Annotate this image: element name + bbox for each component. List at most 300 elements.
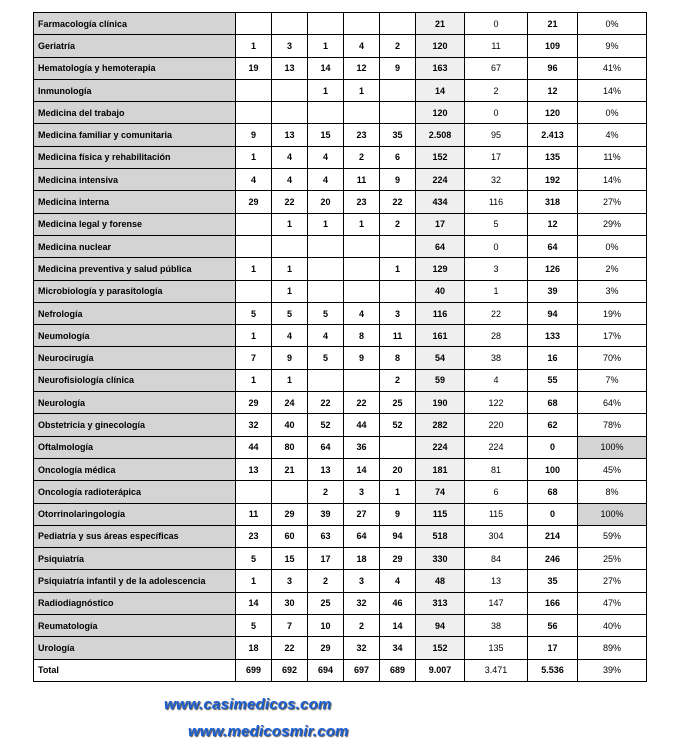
year-count: 692 xyxy=(272,659,308,681)
year-count: 94 xyxy=(380,525,416,547)
table-row xyxy=(34,235,647,257)
year-count: 5 xyxy=(308,302,344,324)
desert-count: 22 xyxy=(465,302,528,324)
total-places: 152 xyxy=(416,146,465,168)
table-row xyxy=(34,146,647,168)
percentage: 41% xyxy=(578,57,647,79)
casimedicos-link[interactable]: www.casimedicos.com xyxy=(164,696,332,713)
other-count: 120 xyxy=(528,102,578,124)
year-count: 1 xyxy=(236,325,272,347)
year-count: 35 xyxy=(380,124,416,146)
year-count: 46 xyxy=(380,592,416,614)
percentage: 11% xyxy=(578,146,647,168)
total-places: 17 xyxy=(416,213,465,235)
desert-count: 135 xyxy=(465,637,528,659)
year-count: 1 xyxy=(344,79,380,101)
specialty-name: Oftalmología xyxy=(34,436,236,458)
year-count xyxy=(344,235,380,257)
table-row xyxy=(34,414,647,436)
other-count: 0 xyxy=(528,436,578,458)
year-count: 29 xyxy=(236,191,272,213)
total-places: 54 xyxy=(416,347,465,369)
year-count: 14 xyxy=(308,57,344,79)
table-row xyxy=(34,637,647,659)
year-count: 15 xyxy=(308,124,344,146)
year-count: 32 xyxy=(236,414,272,436)
other-count: 21 xyxy=(528,13,578,35)
other-count: 17 xyxy=(528,637,578,659)
other-count: 94 xyxy=(528,302,578,324)
year-count: 9 xyxy=(380,169,416,191)
specialty-name: Medicina intensiva xyxy=(34,169,236,191)
specialty-name: Medicina familiar y comunitaria xyxy=(34,124,236,146)
other-count: 39 xyxy=(528,280,578,302)
year-count: 11 xyxy=(236,503,272,525)
year-count: 14 xyxy=(380,615,416,637)
year-count: 11 xyxy=(344,169,380,191)
year-count: 23 xyxy=(344,191,380,213)
table-row xyxy=(34,347,647,369)
total-places: 518 xyxy=(416,525,465,547)
percentage: 29% xyxy=(578,213,647,235)
table-row xyxy=(34,258,647,280)
year-count: 1 xyxy=(380,258,416,280)
specialty-name: Obstetricia y ginecología xyxy=(34,414,236,436)
total-places: 9.007 xyxy=(416,659,465,681)
total-places: 190 xyxy=(416,392,465,414)
desert-count: 81 xyxy=(465,458,528,480)
percentage: 7% xyxy=(578,369,647,391)
table-row xyxy=(34,592,647,614)
year-count: 699 xyxy=(236,659,272,681)
year-count xyxy=(236,235,272,257)
specialty-name: Neurocirugía xyxy=(34,347,236,369)
year-count: 5 xyxy=(272,302,308,324)
specialty-name: Otorrinolaringología xyxy=(34,503,236,525)
specialty-name: Radiodiagnóstico xyxy=(34,592,236,614)
table-row xyxy=(34,57,647,79)
specialty-name: Farmacología clínica xyxy=(34,13,236,35)
year-count: 19 xyxy=(236,57,272,79)
table-row xyxy=(34,570,647,592)
specialty-name: Medicina interna xyxy=(34,191,236,213)
year-count: 4 xyxy=(308,169,344,191)
total-places: 224 xyxy=(416,436,465,458)
specialty-name: Neurofisiología clínica xyxy=(34,369,236,391)
year-count: 22 xyxy=(272,637,308,659)
specialty-name: Pediatría y sus áreas específicas xyxy=(34,525,236,547)
table-row xyxy=(34,615,647,637)
year-count xyxy=(272,13,308,35)
year-count: 22 xyxy=(308,392,344,414)
year-count xyxy=(344,280,380,302)
year-count: 1 xyxy=(272,280,308,302)
total-places: 161 xyxy=(416,325,465,347)
year-count: 3 xyxy=(344,481,380,503)
year-count xyxy=(308,258,344,280)
year-count: 6 xyxy=(380,146,416,168)
desert-count: 17 xyxy=(465,146,528,168)
year-count: 22 xyxy=(344,392,380,414)
desert-count: 11 xyxy=(465,35,528,57)
desert-count: 5 xyxy=(465,213,528,235)
year-count: 13 xyxy=(272,57,308,79)
year-count: 5 xyxy=(236,302,272,324)
year-count xyxy=(308,102,344,124)
medicosmir-link[interactable]: www.medicosmir.com xyxy=(188,723,349,740)
table-row xyxy=(34,392,647,414)
desert-count: 13 xyxy=(465,570,528,592)
table-row xyxy=(34,458,647,480)
desert-count: 28 xyxy=(465,325,528,347)
desert-count: 38 xyxy=(465,615,528,637)
year-count xyxy=(236,102,272,124)
desert-count: 122 xyxy=(465,392,528,414)
total-places: 181 xyxy=(416,458,465,480)
percentage: 9% xyxy=(578,35,647,57)
year-count xyxy=(344,13,380,35)
year-count: 60 xyxy=(272,525,308,547)
total-places: 74 xyxy=(416,481,465,503)
year-count: 14 xyxy=(236,592,272,614)
year-count xyxy=(380,235,416,257)
desert-count: 224 xyxy=(465,436,528,458)
year-count: 20 xyxy=(308,191,344,213)
year-count: 5 xyxy=(236,548,272,570)
specialties-table xyxy=(33,12,647,682)
specialty-name: Microbiología y parasitología xyxy=(34,280,236,302)
year-count: 4 xyxy=(272,169,308,191)
total-places: 163 xyxy=(416,57,465,79)
table-row xyxy=(34,503,647,525)
year-count: 7 xyxy=(236,347,272,369)
year-count: 22 xyxy=(272,191,308,213)
year-count xyxy=(380,436,416,458)
other-count: 16 xyxy=(528,347,578,369)
other-count: 0 xyxy=(528,503,578,525)
other-count: 192 xyxy=(528,169,578,191)
other-count: 246 xyxy=(528,548,578,570)
table-row xyxy=(34,35,647,57)
table-row xyxy=(34,280,647,302)
year-count: 2 xyxy=(344,146,380,168)
year-count: 12 xyxy=(344,57,380,79)
desert-count: 3 xyxy=(465,258,528,280)
year-count: 9 xyxy=(380,503,416,525)
other-count: 109 xyxy=(528,35,578,57)
percentage: 8% xyxy=(578,481,647,503)
year-count: 5 xyxy=(308,347,344,369)
total-places: 14 xyxy=(416,79,465,101)
year-count: 13 xyxy=(236,458,272,480)
specialty-name: Medicina legal y forense xyxy=(34,213,236,235)
year-count: 27 xyxy=(344,503,380,525)
year-count: 1 xyxy=(236,35,272,57)
year-count: 25 xyxy=(308,592,344,614)
year-count: 34 xyxy=(380,637,416,659)
year-count: 32 xyxy=(344,637,380,659)
year-count xyxy=(272,79,308,101)
other-count: 55 xyxy=(528,369,578,391)
other-count: 56 xyxy=(528,615,578,637)
table-row xyxy=(34,481,647,503)
year-count: 10 xyxy=(308,615,344,637)
year-count: 3 xyxy=(344,570,380,592)
year-count: 32 xyxy=(344,592,380,614)
year-count: 4 xyxy=(308,325,344,347)
percentage: 14% xyxy=(578,169,647,191)
year-count: 2 xyxy=(380,213,416,235)
year-count: 14 xyxy=(344,458,380,480)
other-count: 126 xyxy=(528,258,578,280)
desert-count: 4 xyxy=(465,369,528,391)
total-places: 120 xyxy=(416,35,465,57)
total-places: 115 xyxy=(416,503,465,525)
percentage: 100% xyxy=(578,503,647,525)
year-count: 44 xyxy=(236,436,272,458)
table-row xyxy=(34,436,647,458)
percentage: 2% xyxy=(578,258,647,280)
desert-count: 6 xyxy=(465,481,528,503)
percentage: 78% xyxy=(578,414,647,436)
year-count xyxy=(344,369,380,391)
year-count: 24 xyxy=(272,392,308,414)
desert-count: 1 xyxy=(465,280,528,302)
year-count: 4 xyxy=(344,35,380,57)
other-count: 62 xyxy=(528,414,578,436)
total-places: 434 xyxy=(416,191,465,213)
year-count: 11 xyxy=(380,325,416,347)
year-count: 4 xyxy=(380,570,416,592)
year-count: 2 xyxy=(308,481,344,503)
total-places: 282 xyxy=(416,414,465,436)
percentage: 27% xyxy=(578,570,647,592)
table-row xyxy=(34,213,647,235)
percentage: 25% xyxy=(578,548,647,570)
year-count: 30 xyxy=(272,592,308,614)
percentage: 40% xyxy=(578,615,647,637)
specialty-name: Neumología xyxy=(34,325,236,347)
table-row xyxy=(34,102,647,124)
year-count: 15 xyxy=(272,548,308,570)
year-count xyxy=(236,13,272,35)
desert-count: 84 xyxy=(465,548,528,570)
total-places: 120 xyxy=(416,102,465,124)
specialty-name: Medicina del trabajo xyxy=(34,102,236,124)
year-count xyxy=(308,13,344,35)
year-count xyxy=(380,280,416,302)
year-count: 694 xyxy=(308,659,344,681)
year-count xyxy=(236,213,272,235)
total-places: 59 xyxy=(416,369,465,391)
other-count: 214 xyxy=(528,525,578,547)
year-count: 9 xyxy=(272,347,308,369)
year-count xyxy=(236,481,272,503)
year-count: 1 xyxy=(308,79,344,101)
year-count: 64 xyxy=(308,436,344,458)
year-count: 2 xyxy=(380,35,416,57)
year-count: 8 xyxy=(380,347,416,369)
percentage: 47% xyxy=(578,592,647,614)
total-places: 21 xyxy=(416,13,465,35)
other-count: 12 xyxy=(528,213,578,235)
desert-count: 2 xyxy=(465,79,528,101)
specialty-name: Psiquiatría xyxy=(34,548,236,570)
year-count: 2 xyxy=(380,369,416,391)
other-count: 12 xyxy=(528,79,578,101)
year-count: 13 xyxy=(308,458,344,480)
total-places: 313 xyxy=(416,592,465,614)
percentage: 17% xyxy=(578,325,647,347)
other-count: 318 xyxy=(528,191,578,213)
total-places: 94 xyxy=(416,615,465,637)
year-count xyxy=(236,79,272,101)
year-count: 25 xyxy=(380,392,416,414)
other-count: 2.413 xyxy=(528,124,578,146)
total-places: 40 xyxy=(416,280,465,302)
percentage: 19% xyxy=(578,302,647,324)
desert-count: 0 xyxy=(465,102,528,124)
desert-count: 67 xyxy=(465,57,528,79)
percentage: 27% xyxy=(578,191,647,213)
specialty-name: Total xyxy=(34,659,236,681)
total-places: 64 xyxy=(416,235,465,257)
year-count xyxy=(272,102,308,124)
total-places: 129 xyxy=(416,258,465,280)
year-count: 9 xyxy=(344,347,380,369)
table-row xyxy=(34,302,647,324)
year-count: 4 xyxy=(308,146,344,168)
year-count: 4 xyxy=(272,146,308,168)
year-count: 2 xyxy=(344,615,380,637)
year-count xyxy=(380,79,416,101)
table-row xyxy=(34,325,647,347)
percentage: 3% xyxy=(578,280,647,302)
year-count: 80 xyxy=(272,436,308,458)
other-count: 135 xyxy=(528,146,578,168)
table-row xyxy=(34,369,647,391)
year-count xyxy=(308,280,344,302)
year-count: 23 xyxy=(236,525,272,547)
table-row xyxy=(34,191,647,213)
year-count: 1 xyxy=(236,146,272,168)
other-count: 64 xyxy=(528,235,578,257)
percentage: 70% xyxy=(578,347,647,369)
year-count: 40 xyxy=(272,414,308,436)
year-count: 1 xyxy=(236,258,272,280)
table-row xyxy=(34,13,647,35)
year-count: 39 xyxy=(308,503,344,525)
year-count: 18 xyxy=(344,548,380,570)
year-count: 4 xyxy=(344,302,380,324)
year-count xyxy=(344,258,380,280)
specialty-name: Medicina física y rehabilitación xyxy=(34,146,236,168)
year-count: 64 xyxy=(344,525,380,547)
other-count: 100 xyxy=(528,458,578,480)
percentage: 0% xyxy=(578,235,647,257)
year-count: 1 xyxy=(308,35,344,57)
year-count: 4 xyxy=(272,325,308,347)
year-count xyxy=(308,369,344,391)
year-count: 52 xyxy=(308,414,344,436)
year-count: 17 xyxy=(308,548,344,570)
year-count: 1 xyxy=(236,570,272,592)
year-count: 697 xyxy=(344,659,380,681)
year-count xyxy=(380,102,416,124)
percentage: 64% xyxy=(578,392,647,414)
total-places: 116 xyxy=(416,302,465,324)
year-count: 22 xyxy=(380,191,416,213)
other-count: 166 xyxy=(528,592,578,614)
year-count xyxy=(272,481,308,503)
year-count: 1 xyxy=(236,369,272,391)
percentage: 0% xyxy=(578,102,647,124)
year-count: 18 xyxy=(236,637,272,659)
specialty-name: Nefrología xyxy=(34,302,236,324)
other-count: 35 xyxy=(528,570,578,592)
desert-count: 0 xyxy=(465,235,528,257)
specialty-name: Oncología médica xyxy=(34,458,236,480)
specialty-name: Neurología xyxy=(34,392,236,414)
year-count: 4 xyxy=(236,169,272,191)
table-row xyxy=(34,124,647,146)
year-count: 52 xyxy=(380,414,416,436)
specialty-name: Geriatría xyxy=(34,35,236,57)
year-count: 3 xyxy=(272,35,308,57)
specialty-name: Medicina preventiva y salud pública xyxy=(34,258,236,280)
year-count: 29 xyxy=(308,637,344,659)
year-count: 20 xyxy=(380,458,416,480)
total-places: 2.508 xyxy=(416,124,465,146)
year-count: 689 xyxy=(380,659,416,681)
year-count: 1 xyxy=(272,369,308,391)
total-places: 152 xyxy=(416,637,465,659)
desert-count: 32 xyxy=(465,169,528,191)
total-places: 224 xyxy=(416,169,465,191)
year-count xyxy=(272,235,308,257)
year-count: 9 xyxy=(380,57,416,79)
percentage: 14% xyxy=(578,79,647,101)
year-count: 5 xyxy=(236,615,272,637)
year-count: 44 xyxy=(344,414,380,436)
year-count: 21 xyxy=(272,458,308,480)
table-row xyxy=(34,79,647,101)
total-places: 330 xyxy=(416,548,465,570)
year-count xyxy=(380,13,416,35)
year-count xyxy=(344,102,380,124)
specialty-name: Urología xyxy=(34,637,236,659)
total-row xyxy=(34,659,647,681)
table-body xyxy=(34,13,647,682)
year-count: 2 xyxy=(308,570,344,592)
year-count: 63 xyxy=(308,525,344,547)
year-count xyxy=(308,235,344,257)
desert-count: 116 xyxy=(465,191,528,213)
year-count: 1 xyxy=(272,258,308,280)
specialty-name: Inmunología xyxy=(34,79,236,101)
desert-count: 3.471 xyxy=(465,659,528,681)
table-row xyxy=(34,169,647,191)
year-count: 3 xyxy=(272,570,308,592)
percentage: 0% xyxy=(578,13,647,35)
other-count: 96 xyxy=(528,57,578,79)
year-count: 1 xyxy=(272,213,308,235)
total-places: 48 xyxy=(416,570,465,592)
table-row xyxy=(34,525,647,547)
year-count: 1 xyxy=(308,213,344,235)
percentage: 39% xyxy=(578,659,647,681)
percentage: 59% xyxy=(578,525,647,547)
